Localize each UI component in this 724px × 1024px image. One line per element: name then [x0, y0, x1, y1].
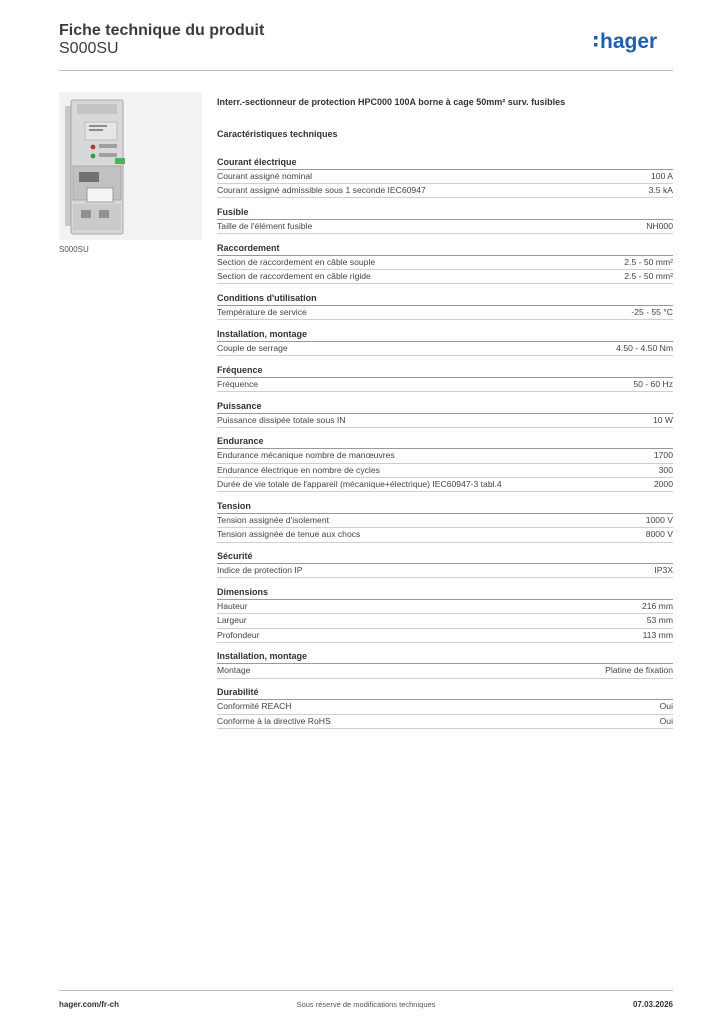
spec-row — [217, 478, 673, 492]
spec-row — [217, 664, 673, 678]
spec-group-title: Dimensions — [217, 586, 673, 600]
hager-logo — [593, 28, 673, 54]
spec-label: Indice de protection IP — [217, 565, 303, 576]
spec-group — [217, 550, 673, 578]
spec-label: Conforme à la directive RoHS — [217, 715, 331, 726]
spec-value: 1700 — [653, 450, 673, 461]
specs-heading: Caractéristiques techniques — [217, 129, 338, 139]
spec-value: 2000 — [653, 479, 673, 490]
spec-label: Tension assignée d'isolement — [217, 514, 329, 525]
spec-group — [217, 650, 673, 678]
spec-group-title: Installation, montage — [217, 328, 673, 342]
spec-value: 50 - 60 Hz — [633, 378, 673, 389]
spec-group-title: Fusible — [217, 206, 673, 220]
spec-label: Hauteur — [217, 600, 248, 611]
spec-value: 8000 V — [645, 529, 673, 540]
spec-group-title: Conditions d'utilisation — [217, 292, 673, 306]
spec-group-title: Tension — [217, 500, 673, 514]
spec-label: Endurance électrique en nombre de cycles — [217, 464, 380, 475]
svg-text:hager: hager — [600, 30, 658, 53]
spec-group — [217, 328, 673, 356]
spec-label: Tension assignée de tenue aux chocs — [217, 529, 361, 540]
spec-value: 4.50 - 4.50 Nm — [616, 342, 673, 353]
spec-label: Profondeur — [217, 629, 260, 640]
spec-group — [217, 206, 673, 234]
spec-label: Durée de vie totale de l'appareil (mécanique+électrique) IEC60947-3 tabl.4 — [217, 479, 502, 490]
spec-row — [217, 220, 673, 234]
spec-row — [217, 600, 673, 614]
page-header — [59, 18, 673, 71]
spec-value: Oui — [659, 701, 673, 712]
spec-groups — [217, 156, 673, 729]
spec-group-title: Durabilité — [217, 686, 673, 700]
spec-value: 2.5 - 50 mm² — [624, 270, 673, 281]
spec-label: Section de raccordement en câble rigide — [217, 270, 371, 281]
spec-value: Oui — [659, 715, 673, 726]
spec-row — [217, 715, 673, 729]
spec-label: Puissance dissipée totale sous IN — [217, 414, 346, 425]
document-title: Fiche technique du produit — [59, 22, 265, 39]
spec-label: Largeur — [217, 615, 247, 626]
spec-row — [217, 170, 673, 184]
spec-group — [217, 586, 673, 643]
spec-row — [217, 629, 673, 643]
spec-value: 100 A — [651, 170, 673, 181]
spec-group — [217, 242, 673, 285]
spec-row — [217, 528, 673, 542]
image-caption: S000SU — [59, 245, 89, 254]
page-footer — [59, 990, 673, 1015]
spec-row — [217, 256, 673, 270]
product-description — [217, 96, 673, 110]
spec-value: 53 mm — [646, 615, 673, 626]
spec-label: Courant assigné admissible sous 1 seconde IEC60947 — [217, 184, 426, 195]
spec-row — [217, 514, 673, 528]
spec-group — [217, 364, 673, 392]
spec-label: Endurance mécanique nombre de manœuvres — [217, 450, 395, 461]
spec-row — [217, 700, 673, 714]
spec-group — [217, 686, 673, 729]
spec-group-title: Installation, montage — [217, 650, 673, 664]
spec-group — [217, 435, 673, 492]
spec-value: Platine de fixation — [605, 665, 673, 676]
spec-label: Température de service — [217, 306, 307, 317]
spec-row — [217, 378, 673, 392]
spec-value: 2.5 - 50 mm² — [624, 256, 673, 267]
footer-date: 07.03.2026 — [632, 1000, 673, 1009]
spec-group-title: Fréquence — [217, 364, 673, 378]
spec-value: 216 mm — [641, 600, 673, 611]
spec-row — [217, 184, 673, 198]
spec-row — [217, 449, 673, 463]
spec-content — [217, 96, 673, 729]
spec-label: Montage — [217, 665, 251, 676]
spec-group-title: Raccordement — [217, 242, 673, 256]
product-image — [59, 92, 202, 240]
spec-label: Section de raccordement en câble souple — [217, 256, 376, 267]
spec-row — [217, 306, 673, 320]
footer-notice: Sous réserve de modifications techniques — [296, 1000, 436, 1009]
spec-row — [217, 464, 673, 478]
spec-group — [217, 156, 673, 199]
spec-value: 10 W — [652, 414, 673, 425]
spec-value: IP3X — [654, 565, 673, 576]
product-description-text: Interr.-sectionneur de protection HPC000 100A borne à cage 50mm² surv. fusibles — [217, 97, 566, 107]
switch-disconnector-illustration — [65, 100, 125, 234]
footer-website[interactable]: hager.com/fr-ch — [59, 1000, 120, 1009]
spec-group — [217, 500, 673, 543]
spec-value: -25 - 55 °C — [631, 306, 673, 317]
spec-value: 300 — [658, 464, 673, 475]
spec-row — [217, 564, 673, 578]
spec-row — [217, 614, 673, 628]
spec-label: Courant assigné nominal — [217, 170, 313, 181]
spec-label: Fréquence — [217, 378, 259, 389]
spec-value: 1000 V — [645, 514, 673, 525]
spec-label: Conformité REACH — [217, 701, 292, 712]
spec-label: Couple de serrage — [217, 342, 288, 353]
spec-group-title: Courant électrique — [217, 156, 673, 170]
spec-label: Taille de l'élément fusible — [217, 220, 313, 231]
spec-group-title: Sécurité — [217, 550, 673, 564]
spec-row — [217, 270, 673, 284]
spec-row — [217, 342, 673, 356]
spec-group — [217, 292, 673, 320]
spec-group-title: Puissance — [217, 400, 673, 414]
spec-value: 113 mm — [642, 629, 673, 640]
product-reference: S000SU — [59, 40, 119, 57]
spec-value: 3.5 kA — [648, 184, 673, 195]
spec-row — [217, 414, 673, 428]
spec-group-title: Endurance — [217, 435, 673, 449]
spec-value: NH000 — [646, 220, 673, 231]
spec-group — [217, 400, 673, 428]
